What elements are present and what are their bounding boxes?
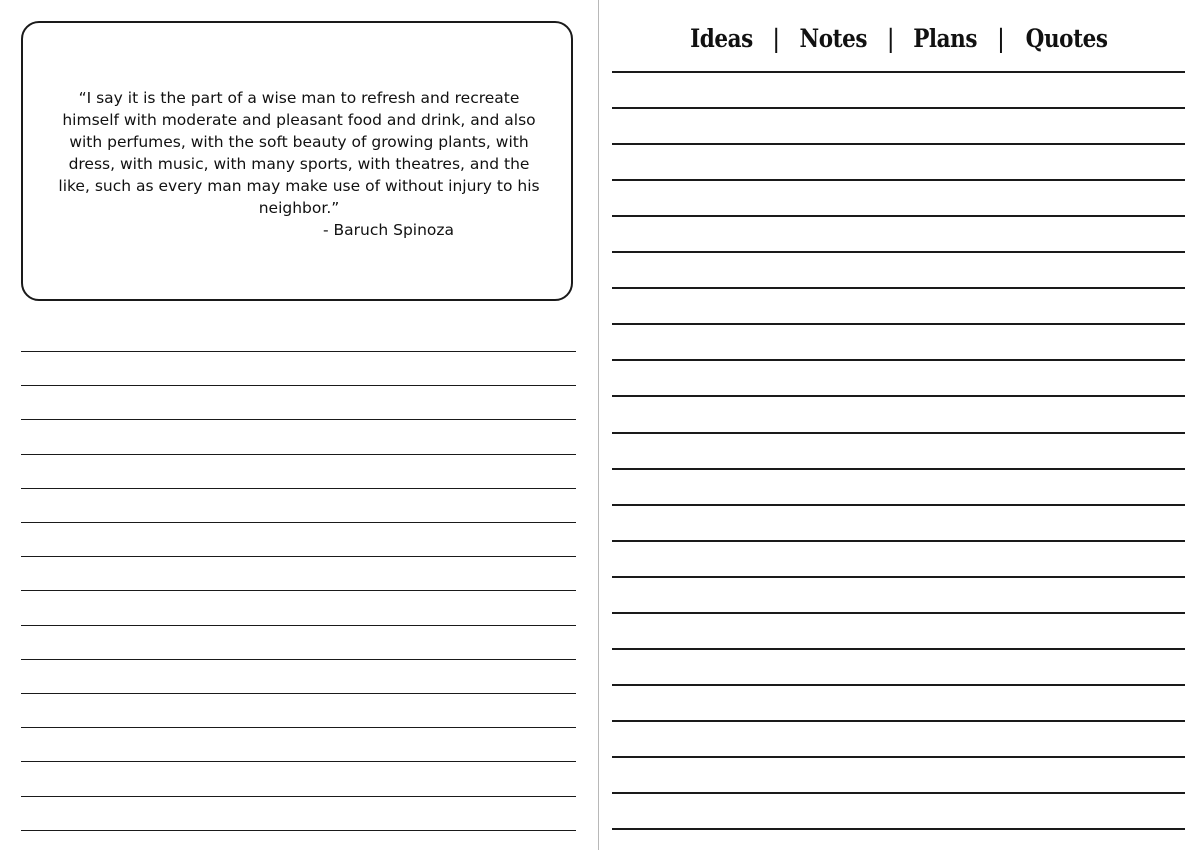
writing-line — [21, 693, 576, 694]
writing-line — [21, 659, 576, 660]
category-quotes: Quotes — [1025, 24, 1108, 53]
writing-line — [612, 432, 1185, 434]
writing-line — [612, 648, 1185, 650]
writing-line — [21, 385, 576, 386]
category-notes: Notes — [799, 24, 868, 53]
writing-line — [612, 576, 1185, 578]
writing-line — [21, 454, 576, 455]
writing-line — [612, 323, 1185, 325]
category-ideas: Ideas — [690, 24, 753, 53]
writing-line — [21, 761, 576, 762]
quote-text: “I say it is the part of a wise man to refresh and recreate himself with moderate and pleasant food and drink, and also with perfumes, with the soft beauty of growing plants, with dress, with music, with many sports, with theatres, and the like, such as every man may make use of without injury to his neighbor.” — [58, 89, 540, 217]
writing-line — [21, 419, 576, 420]
category-separator: | — [886, 24, 895, 53]
writing-line — [612, 251, 1185, 253]
quote-author: - Baruch Spinoza — [323, 221, 455, 239]
category-separator: | — [772, 24, 780, 53]
writing-line — [21, 727, 576, 728]
writing-line — [612, 287, 1185, 289]
writing-line — [612, 612, 1185, 614]
writing-line — [21, 625, 576, 626]
writing-line — [612, 720, 1185, 722]
writing-line — [612, 215, 1185, 217]
writing-line — [21, 488, 576, 489]
writing-line — [612, 540, 1185, 542]
writing-line — [21, 351, 576, 352]
category-plans: Plans — [913, 24, 978, 53]
writing-line — [612, 71, 1185, 73]
writing-line — [612, 107, 1185, 109]
writing-line — [21, 522, 576, 523]
writing-line — [21, 796, 576, 797]
writing-line — [612, 179, 1185, 181]
writing-line — [612, 468, 1185, 470]
category-separator: | — [996, 24, 1005, 53]
writing-line — [612, 395, 1185, 397]
right-page — [599, 0, 1200, 850]
writing-line — [21, 556, 576, 557]
category-header — [599, 22, 1200, 56]
writing-line — [612, 359, 1185, 361]
writing-line — [612, 504, 1185, 506]
writing-line — [612, 684, 1185, 686]
quote-box — [21, 21, 573, 301]
writing-line — [612, 143, 1185, 145]
left-page — [0, 0, 599, 850]
writing-line — [21, 830, 576, 831]
writing-line — [21, 590, 576, 591]
writing-line — [612, 792, 1185, 794]
writing-line — [612, 828, 1185, 830]
writing-line — [612, 756, 1185, 758]
